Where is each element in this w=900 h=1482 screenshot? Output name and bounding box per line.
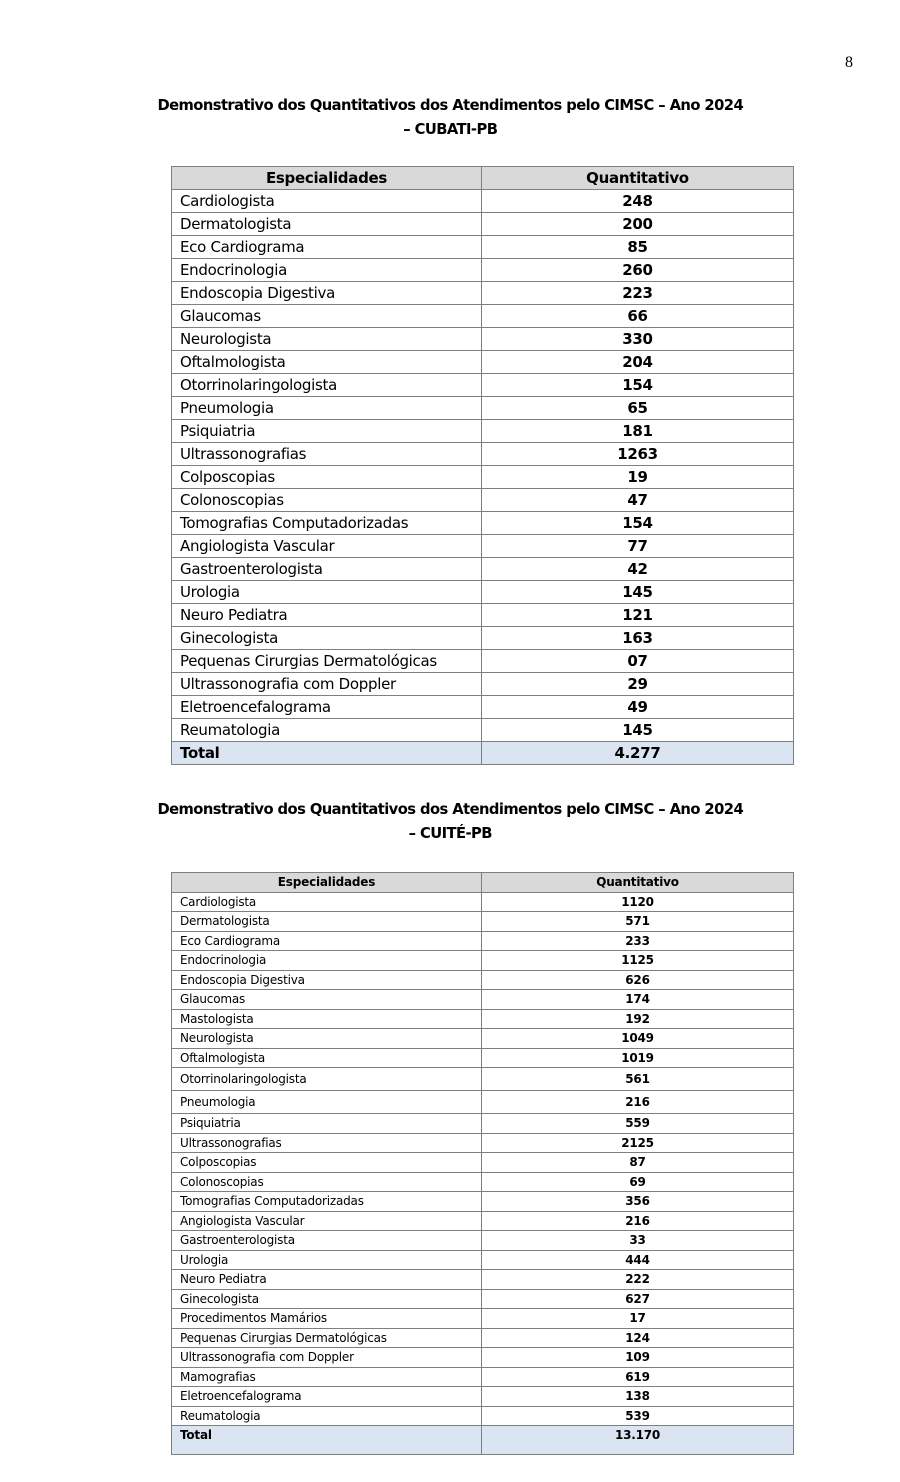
specialty-quantity: 1125 bbox=[482, 951, 794, 971]
specialty-name: Procedimentos Mamários bbox=[172, 1309, 482, 1329]
table-row bbox=[172, 1270, 794, 1290]
table-row bbox=[172, 1091, 794, 1114]
table-row bbox=[172, 1172, 794, 1192]
column-header-especialidades: Especialidades bbox=[172, 873, 482, 893]
specialty-name: Psiquiatria bbox=[172, 420, 482, 443]
specialty-name: Ultrassonografias bbox=[172, 1133, 482, 1153]
table-row bbox=[172, 892, 794, 912]
specialty-quantity: 87 bbox=[482, 1153, 794, 1173]
title-line-1: Demonstrativo dos Quantitativos dos Atendimentos pelo CIMSC – Ano 2024 bbox=[157, 96, 744, 114]
specialty-name: Oftalmologista bbox=[172, 1048, 482, 1068]
specialty-name: Endocrinologia bbox=[172, 259, 482, 282]
specialty-quantity: 330 bbox=[482, 328, 794, 351]
table-row bbox=[172, 535, 794, 558]
specialty-quantity: 33 bbox=[482, 1231, 794, 1251]
table-row bbox=[172, 931, 794, 951]
total-label: Total bbox=[172, 742, 482, 765]
specialty-quantity: 181 bbox=[482, 420, 794, 443]
table-row bbox=[172, 1068, 794, 1091]
table-row bbox=[172, 259, 794, 282]
specialty-name: Cardiologista bbox=[172, 190, 482, 213]
specialty-name: Angiologista Vascular bbox=[172, 1211, 482, 1231]
specialty-quantity: 248 bbox=[482, 190, 794, 213]
page-number: 8 bbox=[845, 54, 853, 71]
specialty-quantity: 77 bbox=[482, 535, 794, 558]
specialty-quantity: 539 bbox=[482, 1406, 794, 1426]
total-label: Total bbox=[172, 1426, 482, 1455]
table-row bbox=[172, 351, 794, 374]
table-row bbox=[172, 305, 794, 328]
specialty-name: Tomografias Computadorizadas bbox=[172, 512, 482, 535]
specialty-name: Ginecologista bbox=[172, 627, 482, 650]
specialty-name: Cardiologista bbox=[172, 892, 482, 912]
table-row bbox=[172, 466, 794, 489]
table-row bbox=[172, 282, 794, 305]
specialty-quantity: 444 bbox=[482, 1250, 794, 1270]
specialty-name: Glaucomas bbox=[172, 990, 482, 1010]
specialty-quantity: 66 bbox=[482, 305, 794, 328]
specialty-name: Eletroencefalograma bbox=[172, 1387, 482, 1407]
specialty-quantity: 619 bbox=[482, 1367, 794, 1387]
specialty-name: Ultrassonografia com Doppler bbox=[172, 1348, 482, 1368]
specialty-quantity: 216 bbox=[482, 1211, 794, 1231]
specialty-quantity: 626 bbox=[482, 970, 794, 990]
table-row bbox=[172, 990, 794, 1010]
specialty-name: Mamografias bbox=[172, 1367, 482, 1387]
table-cuite bbox=[171, 872, 794, 1455]
specialty-quantity: 07 bbox=[482, 650, 794, 673]
specialty-name: Reumatologia bbox=[172, 1406, 482, 1426]
title-line-2: – CUBATI-PB bbox=[403, 120, 498, 138]
total-row bbox=[172, 1426, 794, 1455]
specialty-quantity: 42 bbox=[482, 558, 794, 581]
table-header-row bbox=[172, 873, 794, 893]
column-header-quantitativo: Quantitativo bbox=[482, 167, 794, 190]
specialty-name: Reumatologia bbox=[172, 719, 482, 742]
specialty-name: Gastroenterologista bbox=[172, 1231, 482, 1251]
table-row bbox=[172, 650, 794, 673]
table-row bbox=[172, 1153, 794, 1173]
specialty-quantity: 571 bbox=[482, 912, 794, 932]
table-row bbox=[172, 719, 794, 742]
title-line-1: Demonstrativo dos Quantitativos dos Atendimentos pelo CIMSC – Ano 2024 bbox=[157, 800, 744, 818]
specialty-quantity: 1263 bbox=[482, 443, 794, 466]
specialty-quantity: 192 bbox=[482, 1009, 794, 1029]
specialty-quantity: 627 bbox=[482, 1289, 794, 1309]
specialty-quantity: 174 bbox=[482, 990, 794, 1010]
specialty-name: Psiquiatria bbox=[172, 1114, 482, 1134]
table-row bbox=[172, 190, 794, 213]
specialty-quantity: 49 bbox=[482, 696, 794, 719]
table-row bbox=[172, 236, 794, 259]
total-value: 4.277 bbox=[482, 742, 794, 765]
specialty-name: Otorrinolaringologista bbox=[172, 1068, 482, 1091]
specialty-quantity: 19 bbox=[482, 466, 794, 489]
section-title-cuite bbox=[0, 797, 900, 845]
specialty-quantity: 559 bbox=[482, 1114, 794, 1134]
total-row bbox=[172, 742, 794, 765]
table-cubati bbox=[171, 166, 794, 765]
specialty-name: Colposcopias bbox=[172, 1153, 482, 1173]
section-title-cubati bbox=[0, 93, 900, 141]
table-row bbox=[172, 1029, 794, 1049]
specialty-name: Endoscopia Digestiva bbox=[172, 282, 482, 305]
specialty-quantity: 223 bbox=[482, 282, 794, 305]
specialty-quantity: 124 bbox=[482, 1328, 794, 1348]
table-row bbox=[172, 558, 794, 581]
specialty-quantity: 233 bbox=[482, 931, 794, 951]
specialty-name: Urologia bbox=[172, 1250, 482, 1270]
column-header-especialidades: Especialidades bbox=[172, 167, 482, 190]
column-header-quantitativo: Quantitativo bbox=[482, 873, 794, 893]
specialty-quantity: 1120 bbox=[482, 892, 794, 912]
specialty-quantity: 204 bbox=[482, 351, 794, 374]
specialty-name: Dermatologista bbox=[172, 912, 482, 932]
specialty-quantity: 145 bbox=[482, 719, 794, 742]
specialty-quantity: 154 bbox=[482, 374, 794, 397]
specialty-name: Eletroencefalograma bbox=[172, 696, 482, 719]
specialty-quantity: 29 bbox=[482, 673, 794, 696]
table-row bbox=[172, 1309, 794, 1329]
specialty-quantity: 561 bbox=[482, 1068, 794, 1091]
table-row bbox=[172, 328, 794, 351]
specialty-name: Angiologista Vascular bbox=[172, 535, 482, 558]
specialty-quantity: 216 bbox=[482, 1091, 794, 1114]
table-row bbox=[172, 581, 794, 604]
table-row bbox=[172, 489, 794, 512]
table-row bbox=[172, 374, 794, 397]
specialty-quantity: 1049 bbox=[482, 1029, 794, 1049]
table-row bbox=[172, 970, 794, 990]
table-row bbox=[172, 1192, 794, 1212]
table-row bbox=[172, 1367, 794, 1387]
specialty-name: Colonoscopias bbox=[172, 1172, 482, 1192]
specialty-name: Glaucomas bbox=[172, 305, 482, 328]
total-value: 13.170 bbox=[482, 1426, 794, 1455]
table-row bbox=[172, 397, 794, 420]
specialty-name: Eco Cardiograma bbox=[172, 931, 482, 951]
specialty-name: Ultrassonografias bbox=[172, 443, 482, 466]
specialty-name: Pequenas Cirurgias Dermatológicas bbox=[172, 650, 482, 673]
table-row bbox=[172, 1406, 794, 1426]
specialty-name: Pneumologia bbox=[172, 397, 482, 420]
specialty-quantity: 69 bbox=[482, 1172, 794, 1192]
specialty-quantity: 163 bbox=[482, 627, 794, 650]
specialty-quantity: 138 bbox=[482, 1387, 794, 1407]
specialty-quantity: 65 bbox=[482, 397, 794, 420]
specialty-quantity: 1019 bbox=[482, 1048, 794, 1068]
specialty-quantity: 154 bbox=[482, 512, 794, 535]
specialty-name: Gastroenterologista bbox=[172, 558, 482, 581]
table-row bbox=[172, 912, 794, 932]
specialty-quantity: 260 bbox=[482, 259, 794, 282]
table-header-row bbox=[172, 167, 794, 190]
specialty-quantity: 17 bbox=[482, 1309, 794, 1329]
specialty-name: Neurologista bbox=[172, 328, 482, 351]
specialty-name: Neurologista bbox=[172, 1029, 482, 1049]
specialty-quantity: 222 bbox=[482, 1270, 794, 1290]
specialty-quantity: 109 bbox=[482, 1348, 794, 1368]
table-row bbox=[172, 1387, 794, 1407]
specialty-name: Tomografias Computadorizadas bbox=[172, 1192, 482, 1212]
table-row bbox=[172, 673, 794, 696]
specialty-name: Neuro Pediatra bbox=[172, 604, 482, 627]
specialty-name: Colonoscopias bbox=[172, 489, 482, 512]
specialty-quantity: 47 bbox=[482, 489, 794, 512]
specialty-quantity: 2125 bbox=[482, 1133, 794, 1153]
specialty-name: Neuro Pediatra bbox=[172, 1270, 482, 1290]
specialty-name: Ultrassonografia com Doppler bbox=[172, 673, 482, 696]
table-row bbox=[172, 1250, 794, 1270]
specialty-name: Endoscopia Digestiva bbox=[172, 970, 482, 990]
table-row bbox=[172, 1348, 794, 1368]
table-row bbox=[172, 1289, 794, 1309]
specialty-name: Oftalmologista bbox=[172, 351, 482, 374]
specialty-name: Eco Cardiograma bbox=[172, 236, 482, 259]
title-line-2: – CUITÉ-PB bbox=[408, 824, 492, 842]
specialty-name: Endocrinologia bbox=[172, 951, 482, 971]
table-row bbox=[172, 1009, 794, 1029]
specialty-name: Pneumologia bbox=[172, 1091, 482, 1114]
table-row bbox=[172, 213, 794, 236]
table-row bbox=[172, 1328, 794, 1348]
table-row bbox=[172, 627, 794, 650]
table-row bbox=[172, 1231, 794, 1251]
table-row bbox=[172, 951, 794, 971]
table-row bbox=[172, 420, 794, 443]
specialty-name: Urologia bbox=[172, 581, 482, 604]
table-row bbox=[172, 604, 794, 627]
specialty-quantity: 145 bbox=[482, 581, 794, 604]
specialty-name: Pequenas Cirurgias Dermatológicas bbox=[172, 1328, 482, 1348]
specialty-quantity: 200 bbox=[482, 213, 794, 236]
specialty-name: Dermatologista bbox=[172, 213, 482, 236]
table-row bbox=[172, 1211, 794, 1231]
specialty-name: Ginecologista bbox=[172, 1289, 482, 1309]
table-row bbox=[172, 1048, 794, 1068]
table-row bbox=[172, 443, 794, 466]
specialty-quantity: 121 bbox=[482, 604, 794, 627]
specialty-name: Colposcopias bbox=[172, 466, 482, 489]
table-row bbox=[172, 696, 794, 719]
table-row bbox=[172, 1114, 794, 1134]
specialty-quantity: 85 bbox=[482, 236, 794, 259]
specialty-name: Otorrinolaringologista bbox=[172, 374, 482, 397]
table-row bbox=[172, 512, 794, 535]
table-row bbox=[172, 1133, 794, 1153]
specialty-quantity: 356 bbox=[482, 1192, 794, 1212]
specialty-name: Mastologista bbox=[172, 1009, 482, 1029]
